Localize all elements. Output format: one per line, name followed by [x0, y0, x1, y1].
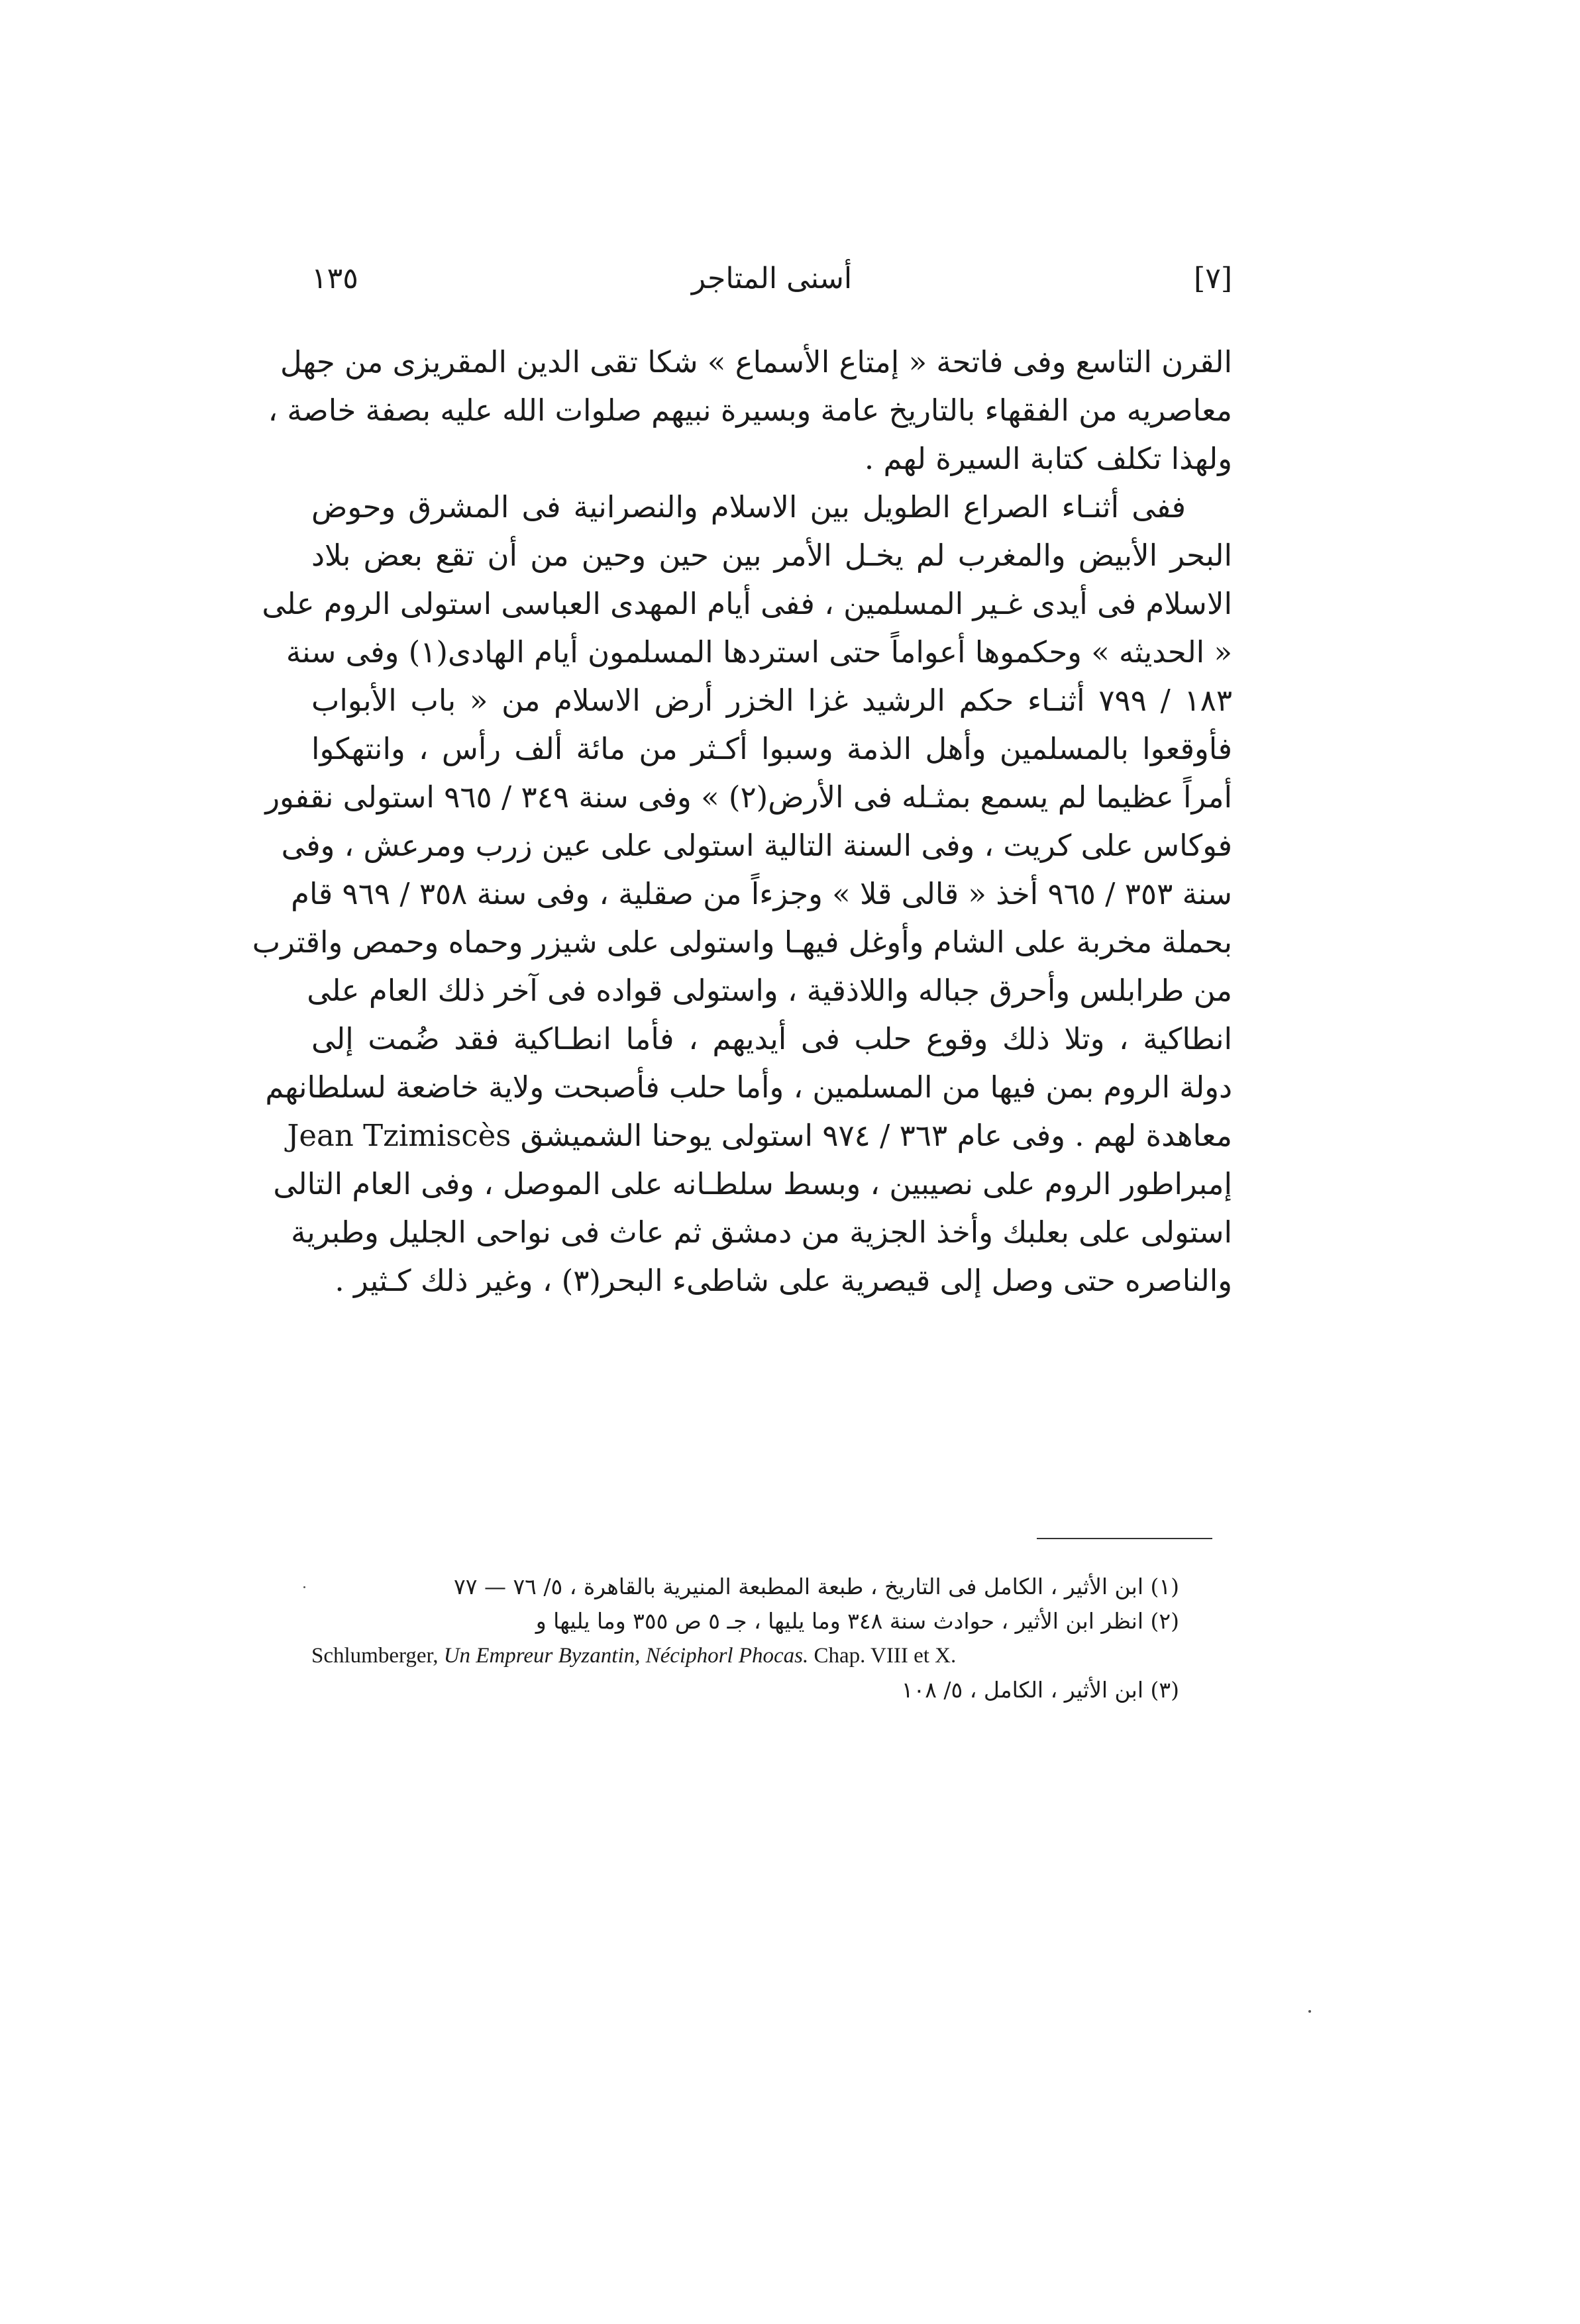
- text-line: سنة ٣٥٣ / ٩٦٥ أخذ « قالى قلا » وجزءاً من صقلية ، وفى سنة ٣٥٨ / ٩٦٩ قام: [291, 876, 1232, 911]
- text-line: معاصريه من الفقهاء بالتاريخ عامة وبسيرة نبيهم صلوات الله عليه بصفة خاصة ،: [268, 393, 1232, 428]
- text-line-arabic-part: معاهدة لهم . وفى عام ٣٦٣ / ٩٧٤ استولى يوحنا الشميشق: [520, 1118, 1232, 1153]
- text-line: القرن التاسع وفى فاتحة « إمتاع الأسماع » شكا تقى الدين المقريزى من جهل: [280, 344, 1232, 379]
- running-title: أسنى المتاجر: [691, 262, 853, 295]
- footnote-3: (٣) ابن الأثير ، الكامل ، ٥/ ١٠٨: [901, 1677, 1179, 1703]
- text-line: بحملة مخربة على الشام وأوغل فيهـا واستولى على شيزر وحماه وحمص واقترب: [252, 925, 1232, 960]
- print-speck: [303, 1586, 305, 1588]
- text-line: استولى على بعلبك وأخذ الجزية من دمشق ثم عاث فى نواحى الجليل وطبرية: [291, 1215, 1232, 1250]
- text-line: ففى أثنـاء الصراع الطويل بين الاسلام والنصرانية فى المشرق وحوض: [311, 489, 1186, 525]
- footnote-1: (١) ابن الأثير ، الكامل فى التاريخ ، طبعة المطبعة المنيرية بالقاهرة ، ٥/ ٧٦ — ٧٧: [454, 1574, 1179, 1599]
- text-line: دولة الروم بمن فيها من المسلمين ، وأما حلب فأصبحت ولاية خاضعة لسلطانهم: [265, 1070, 1232, 1105]
- page-header: [311, 262, 1232, 308]
- section-mark: [٧]: [1194, 262, 1232, 295]
- footnotes: [311, 1570, 1232, 1707]
- text-line: من طرابلس وأحرق جباله واللاذقية ، واستولى قواده فى آخر ذلك العام على: [307, 973, 1232, 1008]
- text-line: انطاكية ، وتلا ذلك وقوع حلب فى أيديهم ، فأما انطـاكية فقد ضُمت إلى: [311, 1021, 1232, 1056]
- footnote-2-author: Schlumberger,: [311, 1644, 439, 1668]
- main-text: [252, 338, 1232, 1305]
- page-number: ١٣٥: [311, 262, 358, 295]
- text-line: ولهذا تكلف كتابة السيرة لهم .: [864, 441, 1232, 476]
- text-line: فأوقعوا بالمسلمين وأهل الذمة وسبوا أكـثر من مائة ألف رأس ، وانتهكوا: [311, 731, 1232, 766]
- text-line: البحر الأبيض والمغرب لم يخـل الأمر بين حين وحين من أن تقع بعض بلاد: [311, 538, 1232, 573]
- footnote-2-title: Un Empreur Byzantin, Néciphorl Phocas.: [443, 1644, 809, 1668]
- text-line: ١٨٣ / ٧٩٩ أثنـاء حكم الرشيد غزا الخزر أرض الاسلام من « باب الأبواب: [311, 683, 1232, 718]
- text-line: إمبراطور الروم على نصيبين ، وبسط سلطـانه على الموصل ، وفى العام التالى: [273, 1166, 1232, 1201]
- text-line: أمراً عظيما لم يسمع بمثـله فى الأرض(٢) » وفى سنة ٣٤٩ / ٩٦٥ استولى نقفور: [265, 780, 1232, 815]
- print-speck: [1308, 2010, 1311, 2013]
- text-line-with-latin: [287, 1111, 1232, 1160]
- footnote-separator: [1037, 1538, 1212, 1539]
- text-line: والناصره حتى وصل إلى قيصرية على شاطىء البحر(٣) ، وغير ذلك كـثير .: [335, 1263, 1232, 1298]
- footnote-2-chapter: Chap. VIII et X.: [814, 1644, 957, 1668]
- footnote-2-latin: [311, 1639, 1232, 1673]
- text-line: « الحديثه » وحكموها أعواماً حتى استردها المسلمون أيام الهادى(١) وفى سنة: [286, 634, 1232, 670]
- text-line: فوكاس على كريت ، وفى السنة التالية استولى على عين زرب ومرعش ، وفى: [281, 828, 1232, 863]
- latin-name: Jean Tzimiscès: [287, 1118, 511, 1153]
- text-line: الاسلام فى أيدى غـير المسلمين ، ففى أيام المهدى العباسى استولى الروم على: [262, 586, 1232, 621]
- footnote-2: (٢) انظر ابن الأثير ، حوادث سنة ٣٤٨ وما يليها ، جـ ٥ ص ٣٥٥ وما يليها و: [535, 1608, 1179, 1634]
